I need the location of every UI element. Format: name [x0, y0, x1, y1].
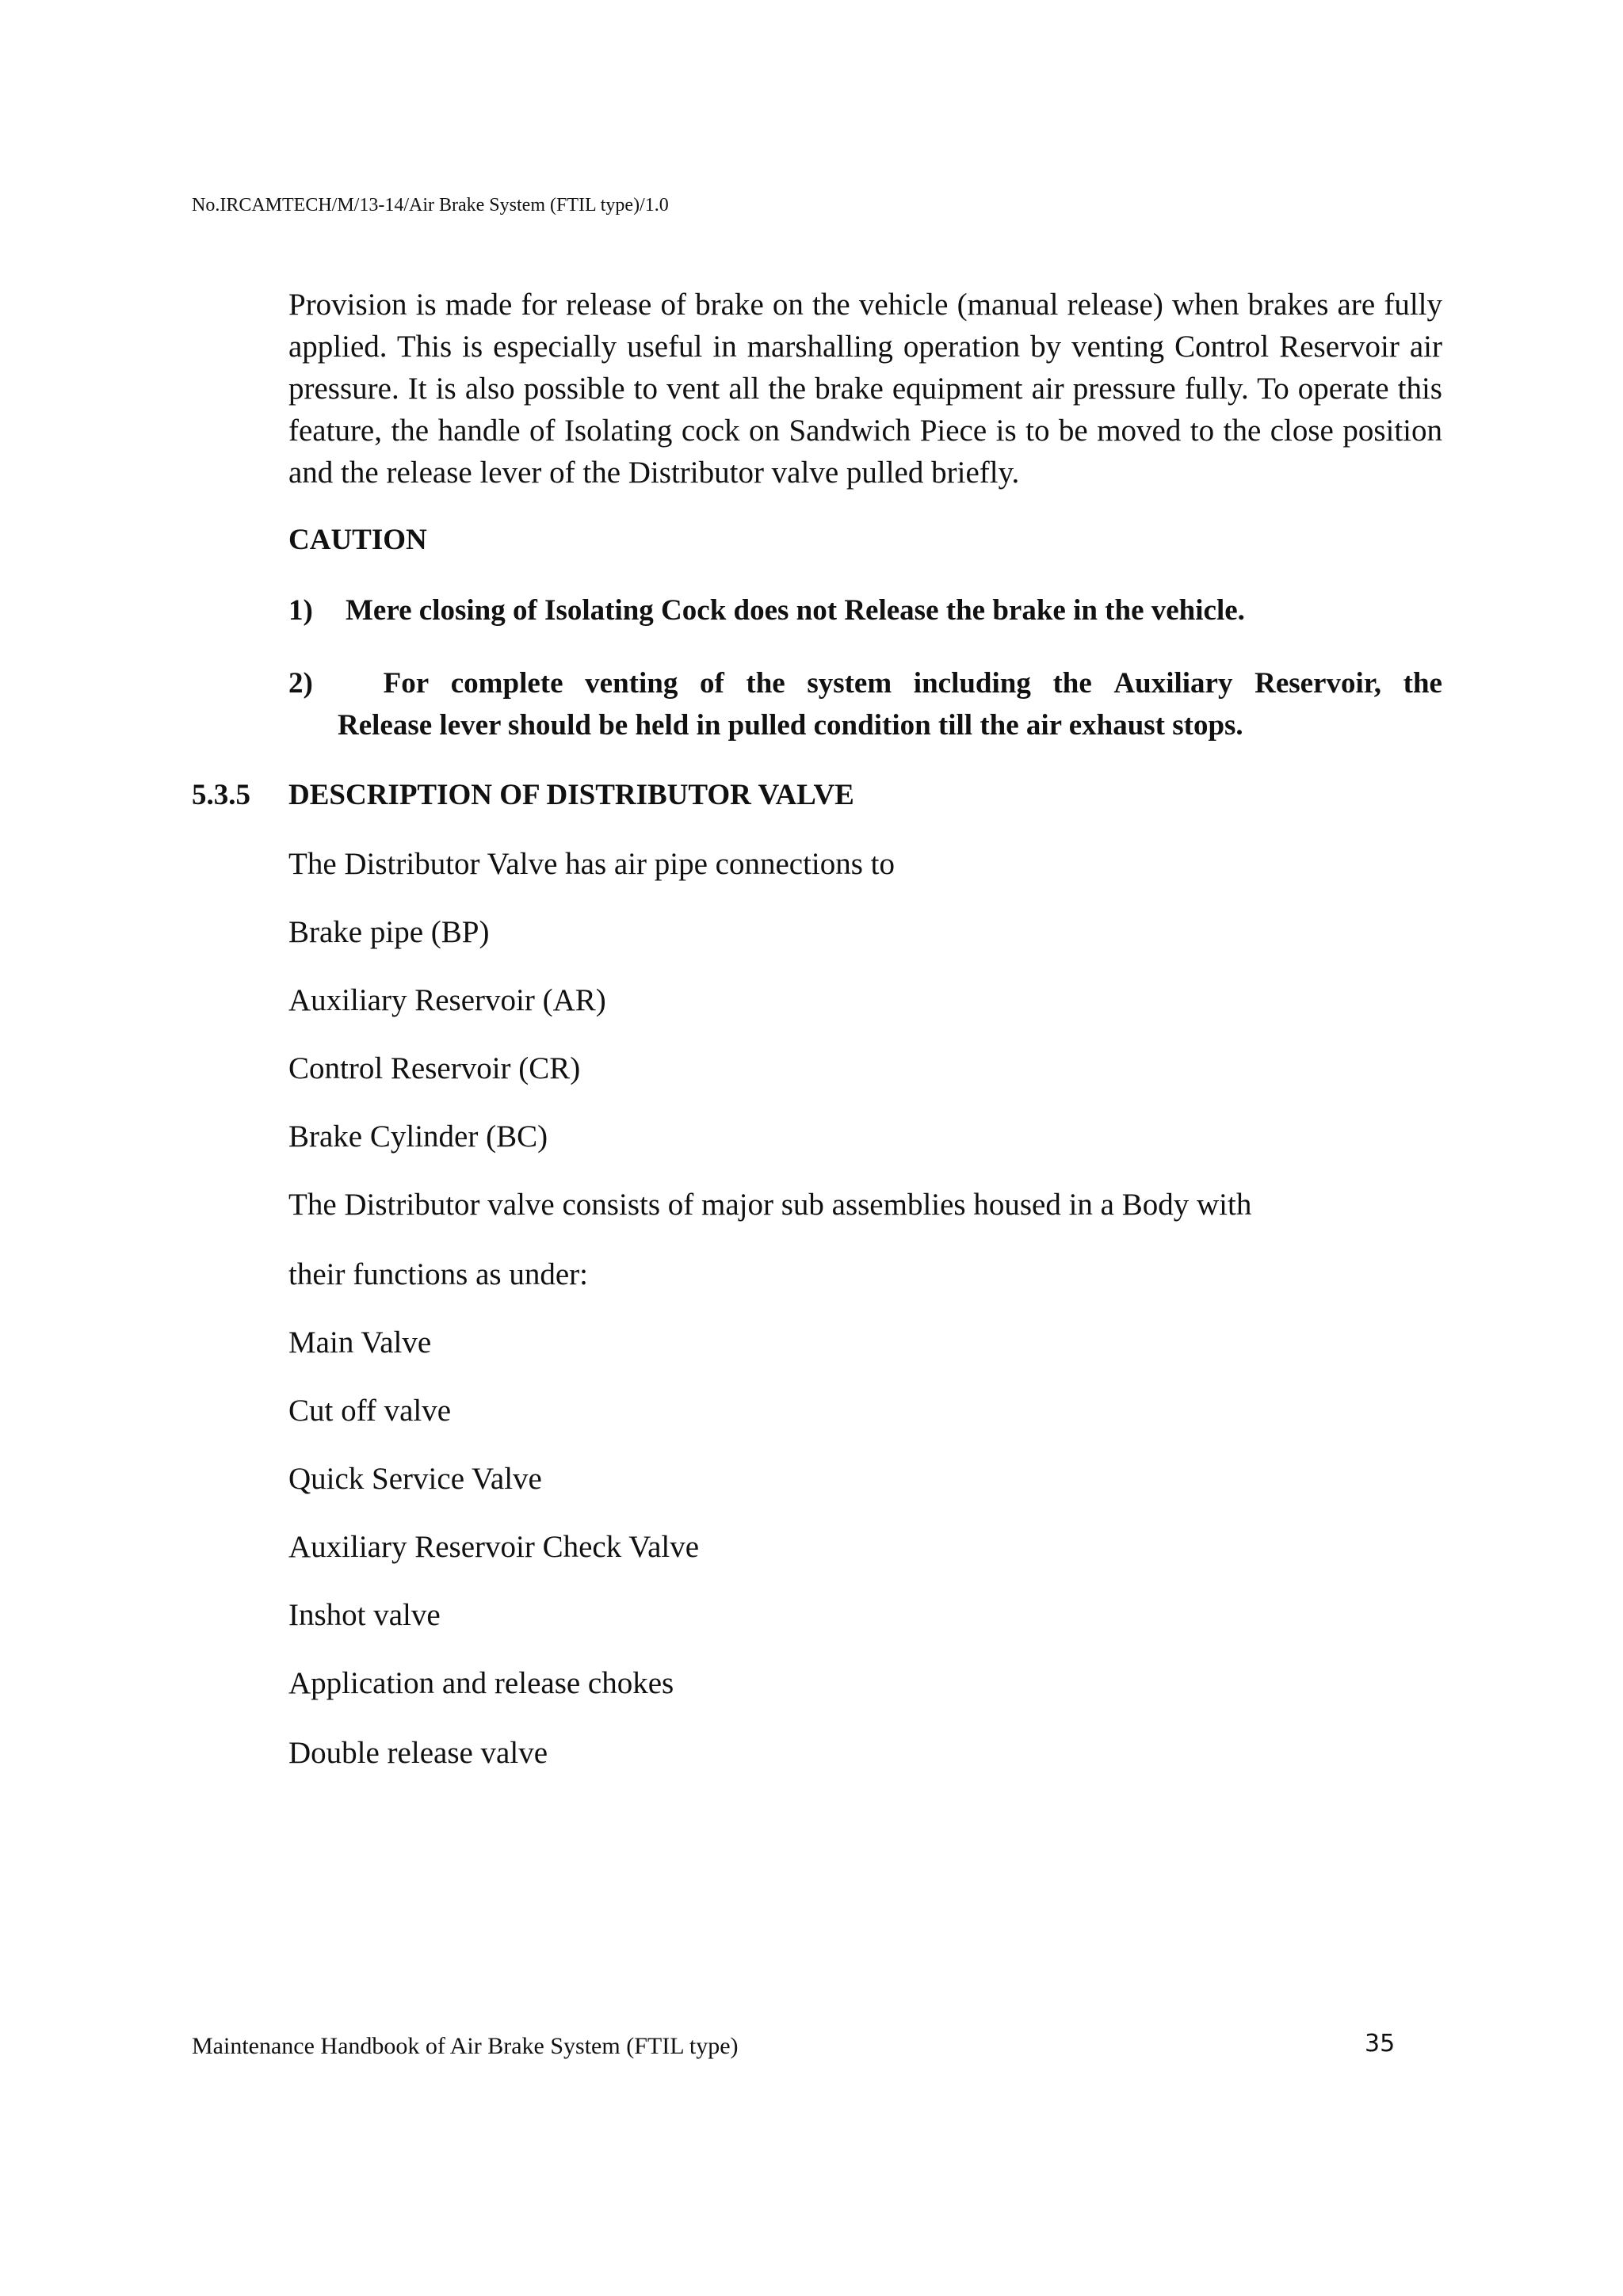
page-footer-title: Maintenance Handbook of Air Brake System (FTIL type)	[192, 2033, 739, 2059]
caution-item-2-word: the	[746, 667, 785, 700]
connection-item: Control Reservoir (CR)	[288, 1051, 581, 1085]
page-number: 35	[1365, 2030, 1396, 2058]
subassembly-item: Quick Service Valve	[288, 1462, 542, 1496]
caution-item-2-word: complete	[450, 667, 563, 700]
subassembly-item: Main Valve	[288, 1325, 432, 1360]
connection-item: Auxiliary Reservoir (AR)	[288, 983, 606, 1017]
caution-item-2-word: the	[1403, 667, 1442, 700]
section-heading	[192, 778, 854, 812]
caution-item-2-word: Auxiliary	[1113, 667, 1233, 700]
caution-item-1-text: Mere closing of Isolating Cock does not Release the brake in the vehicle.	[346, 594, 1245, 627]
subassemblies-intro-line-2: their functions as under:	[288, 1257, 588, 1291]
caution-item-2-number: 2)	[288, 667, 313, 700]
section-title: DESCRIPTION OF DISTRIBUTOR VALVE	[288, 779, 854, 811]
caution-item-1	[288, 589, 1442, 631]
subassembly-item: Auxiliary Reservoir Check Valve	[288, 1530, 700, 1564]
caution-item-2	[288, 662, 1442, 746]
caution-item-2-line-2: Release lever should be held in pulled condition till the air exhaust stops.	[338, 709, 1243, 742]
intro-paragraph: Provision is made for release of brake on the vehicle (manual release) when brakes are fully applied. This is especially useful in marshalling operation by venting Control Reservoir air pressure. It is also possible to vent all the brake equipment air pressure fully. To operate this feature, the handle of Isolating cock on Sandwich Piece is to be moved to the close position and the release lever of the Distributor valve pulled briefly.	[288, 288, 1442, 490]
caution-item-2-word: venting	[585, 667, 678, 700]
caution-item-1-number: 1)	[288, 594, 313, 627]
connection-item: Brake Cylinder (BC)	[288, 1119, 548, 1154]
caution-item-2-word: system	[807, 667, 892, 700]
caution-item-2-word: including	[913, 667, 1031, 700]
section-number: 5.3.5	[192, 779, 250, 811]
subassemblies-intro-line-1: The Distributor valve consists of major sub assemblies housed in a Body with	[288, 1188, 1252, 1222]
connection-item: Brake pipe (BP)	[288, 915, 490, 949]
caution-title: CAUTION	[288, 524, 427, 556]
caution-item-2-word: of	[699, 667, 724, 700]
caution-item-2-word: Reservoir,	[1254, 667, 1382, 700]
intro-section	[288, 284, 1442, 494]
caution-item-2-word: the	[1052, 667, 1092, 700]
connections-intro: The Distributor Valve has air pipe connections to	[288, 847, 896, 881]
subassembly-item: Double release valve	[288, 1736, 548, 1770]
page-header-doc-number: No.IRCAMTECH/M/13-14/Air Brake System (FTIL type)/1.0	[192, 195, 669, 215]
subassembly-item: Cut off valve	[288, 1394, 452, 1428]
caution-item-2-line-1	[288, 662, 1442, 704]
caution-item-2-word: For	[383, 667, 430, 700]
subassembly-item: Application and release chokes	[288, 1666, 674, 1700]
subassembly-item: Inshot valve	[288, 1598, 441, 1632]
